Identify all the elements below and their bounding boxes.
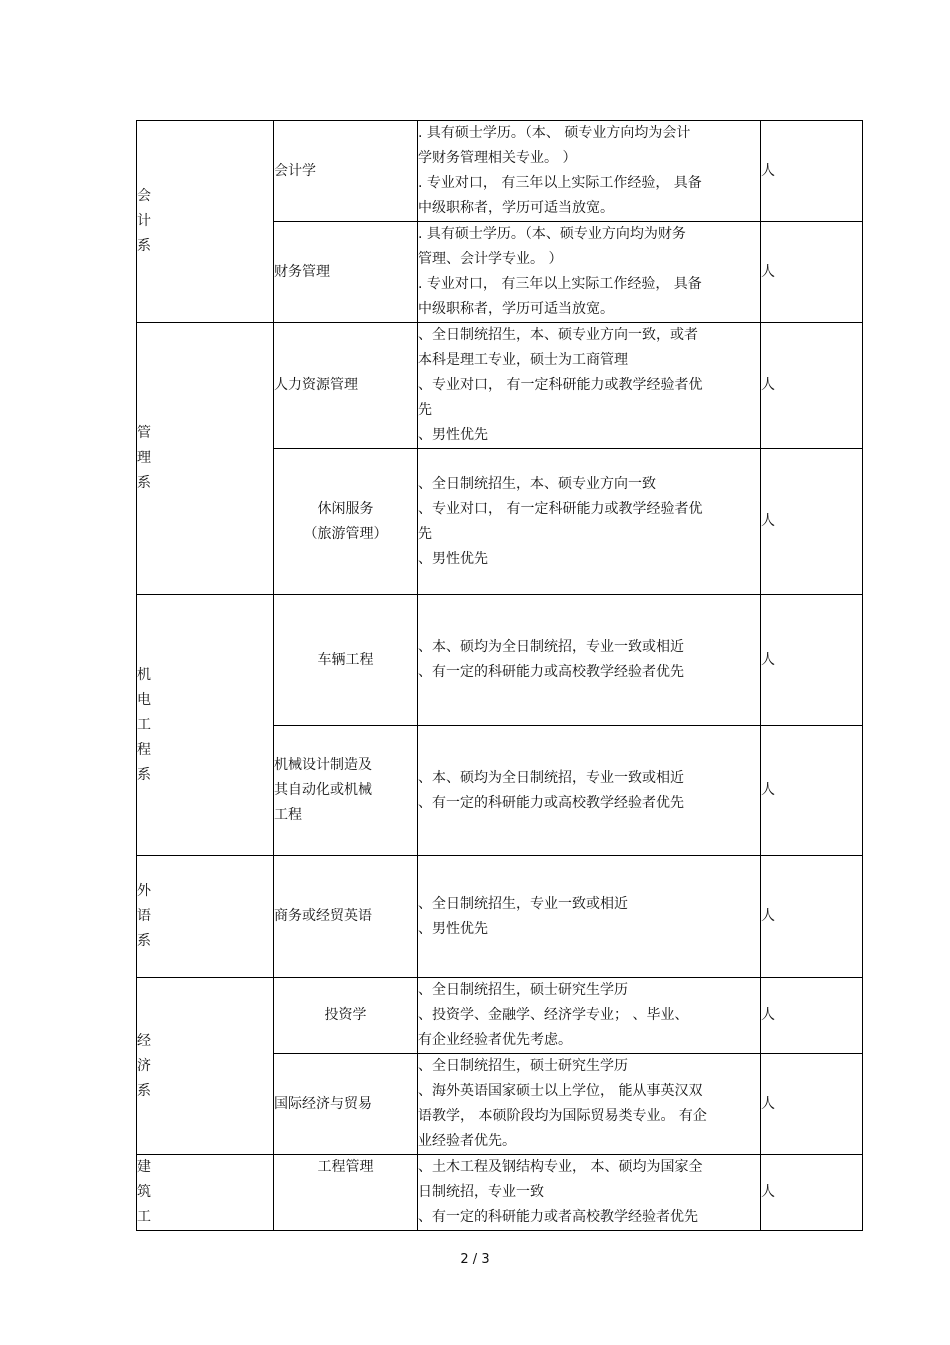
major-name: 机械设计制造及 [274,757,372,773]
table-row [137,121,863,222]
table-row [137,856,863,978]
major-name: 工程管理 [317,1159,374,1175]
requirement-line: . 专业对口， 有三年以上实际工作经验， 具备 [418,276,702,292]
count-cell: 人 [761,222,863,323]
requirement-line: 中级职称者，学历可适当放宽。 [418,200,614,216]
requirement-line: 日制统招，专业一致 [418,1184,544,1200]
major-cell [274,726,418,856]
count-cell: 人 [761,449,863,595]
requirement-line: 、有一定的科研能力或高校教学经验者优先 [418,664,684,680]
requirement-line: 中级职称者，学历可适当放宽。 [418,301,614,317]
dept-char: 济 [137,1057,151,1074]
dept-char: 建 [137,1159,151,1175]
requirements-cell [418,1054,761,1155]
dept-char: 系 [137,475,151,491]
requirements-cell [418,1155,761,1231]
requirement-line: 、全日制统招生，硕士研究生学历 [418,982,628,998]
requirement-line: 、全日制统招生，本、硕专业方向一致 [418,475,656,492]
count-cell: 人 [761,595,863,726]
requirement-line: 、有一定的科研能力或者高校教学经验者优先 [418,1209,698,1225]
count-cell: 人 [761,121,863,222]
requirement-line: 、投资学、金融学、经济学专业； 、毕业、 [418,1007,689,1023]
dept-char: 电 [137,691,151,708]
dept-cell [137,1155,274,1231]
table-row [137,595,863,726]
dept-char: 系 [137,238,151,254]
count-cell: 人 [761,978,863,1054]
table-row [137,323,863,449]
requirement-line: 、本、硕均为全日制统招，专业一致或相近 [418,769,684,786]
dept-cell [137,856,274,978]
dept-char: 程 [137,741,151,758]
count-cell: 人 [761,856,863,978]
major-cell [274,323,418,449]
requirement-line: 、全日制统招生，硕士研究生学历 [418,1058,628,1074]
requirements-cell [418,595,761,726]
dept-char: 系 [137,766,151,783]
requirement-line: . 专业对口， 有三年以上实际工作经验， 具备 [418,175,702,191]
major-name: 工程 [274,807,302,823]
requirement-line: 、专业对口， 有一定科研能力或教学经验者优 [418,377,703,393]
requirements-cell [418,449,761,595]
requirement-line: 管理、会计学专业。 ） [418,251,563,267]
requirements-cell [418,726,761,856]
dept-char: 语 [137,908,151,924]
major-cell [274,856,418,978]
major-name: 财务管理 [274,263,330,280]
dept-char: 管 [137,425,151,441]
requirements-cell [418,121,761,222]
requirements-cell [418,222,761,323]
dept-cell [137,121,274,323]
dept-char: 理 [137,450,151,466]
requirements-cell [418,978,761,1054]
requirements-cell [418,323,761,449]
dept-char: 系 [137,1082,151,1099]
requirement-line: 先 [418,402,432,418]
requirement-line: . 具有硕士学历。（本、 硕专业方向均为会计 [418,125,691,141]
requirement-line: 、男性优先 [418,550,488,567]
count-cell: 人 [761,726,863,856]
dept-char: 计 [137,213,151,229]
major-cell [274,222,418,323]
major-cell [274,1054,418,1155]
major-cell [274,978,418,1054]
page-number: 2 / 3 [460,1252,490,1267]
requirement-line: 、有一定的科研能力或高校教学经验者优先 [418,794,684,811]
requirement-line: 、全日制统招生，本、硕专业方向一致，或者 [418,327,698,343]
table-row [137,1155,863,1231]
requirement-line: 业经验者优先。 [418,1133,516,1149]
recruitment-table [136,120,863,1231]
major-name: 国际经济与贸易 [274,1095,372,1112]
major-name: 商务或经贸英语 [274,908,372,924]
dept-char: 筑 [137,1184,151,1200]
count-cell: 人 [761,1155,863,1231]
major-cell [274,1155,418,1231]
requirement-line: 语教学， 本硕阶段均为国际贸易类专业。 有企 [418,1108,707,1124]
major-cell [274,121,418,222]
requirement-line: 、全日制统招生，专业一致或相近 [418,895,628,912]
requirement-line: 、海外英语国家硕士以上学位， 能从事英汉双 [418,1083,703,1099]
major-name: 投资学 [324,1007,367,1023]
requirement-line: 学财务管理相关专业。 ） [418,150,577,166]
major-cell [274,595,418,726]
requirement-line: 先 [418,525,432,542]
dept-cell [137,978,274,1155]
dept-char: 经 [137,1032,151,1049]
dept-char: 系 [137,933,151,949]
major-name: 休闲服务 [317,500,374,517]
count-cell: 人 [761,323,863,449]
dept-char: 机 [137,666,151,683]
requirement-line: 有企业经验者优先考虑。 [418,1032,572,1048]
requirement-line: 本科是理工专业，硕士为工商管理 [418,352,628,368]
requirement-line: 、男性优先 [418,920,488,937]
requirement-line: 、专业对口， 有一定科研能力或教学经验者优 [418,500,703,517]
dept-char: 会 [137,188,151,204]
dept-char: 外 [137,883,151,899]
table-row [137,978,863,1054]
requirements-cell [418,856,761,978]
requirement-line: 、本、硕均为全日制统招，专业一致或相近 [418,639,684,655]
major-cell [274,449,418,595]
requirement-line: 、土木工程及钢结构专业， 本、硕均为国家全 [418,1159,703,1175]
dept-char: 工 [137,1209,151,1225]
major-name: （旅游管理） [303,525,388,542]
dept-char: 工 [137,716,151,733]
dept-cell [137,323,274,595]
major-name: 其自动化或机械 [274,782,372,798]
major-name: 车辆工程 [317,651,374,668]
requirement-line: . 具有硕士学历。（本、硕专业方向均为财务 [418,226,686,242]
count-cell: 人 [761,1054,863,1155]
major-name: 会计学 [274,162,316,179]
major-name: 人力资源管理 [274,377,358,393]
dept-cell [137,595,274,856]
requirement-line: 、男性优先 [418,427,488,443]
